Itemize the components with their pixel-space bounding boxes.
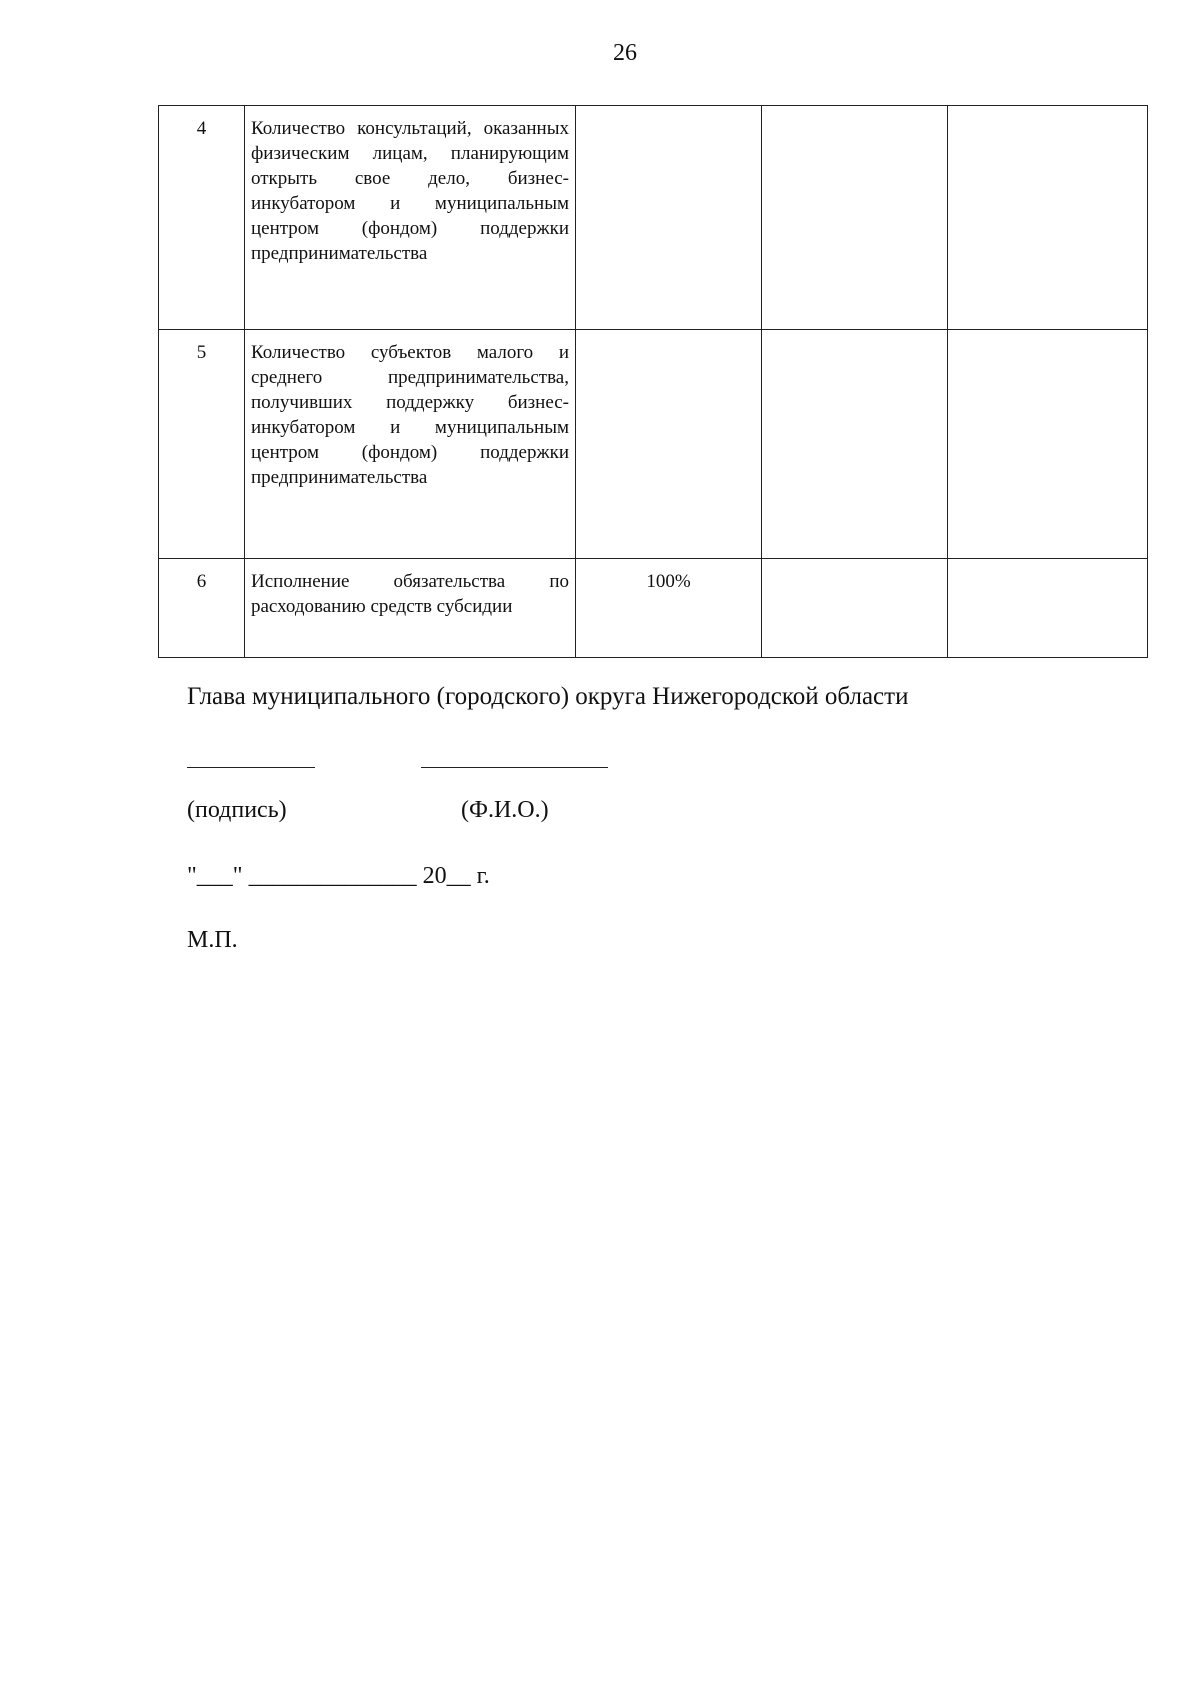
row-number: 4	[159, 106, 245, 330]
table-row	[159, 106, 1148, 330]
row-value: 100%	[576, 559, 762, 658]
date-line: "___" ______________ 20__ г.	[187, 863, 490, 889]
table-row	[159, 559, 1148, 658]
row-number: 5	[159, 330, 245, 559]
table-row	[159, 330, 1148, 559]
name-label: (Ф.И.О.)	[461, 797, 549, 823]
stamp-label: М.П.	[187, 927, 238, 953]
row-description: Количество субъектов малого и среднего предпринимательства, получивших поддержку бизнес-инкубатором и муниципальным центром (фондом) поддержки предпринимательства	[245, 330, 576, 559]
row-cell	[762, 559, 948, 658]
indicators-table	[158, 105, 1148, 658]
row-description: Количество консультаций, оказанных физическим лицам, планирующим открыть свое дело, бизнес-инкубатором и муниципальным центром (фондом) поддержки предпринимательства	[245, 106, 576, 330]
signatory-title: Глава муниципального (городского) округа Нижегородской области	[187, 683, 909, 710]
row-number: 6	[159, 559, 245, 658]
name-line	[421, 767, 608, 768]
row-description: Исполнение обязательства по расходованию средств субсидии	[245, 559, 576, 658]
row-cell	[762, 106, 948, 330]
row-value	[576, 106, 762, 330]
row-cell	[948, 106, 1148, 330]
row-value	[576, 330, 762, 559]
signature-label: (подпись)	[187, 797, 287, 823]
page-number: 26	[613, 40, 637, 66]
row-cell	[948, 330, 1148, 559]
row-cell	[948, 559, 1148, 658]
row-cell	[762, 330, 948, 559]
signature-line	[187, 767, 315, 768]
